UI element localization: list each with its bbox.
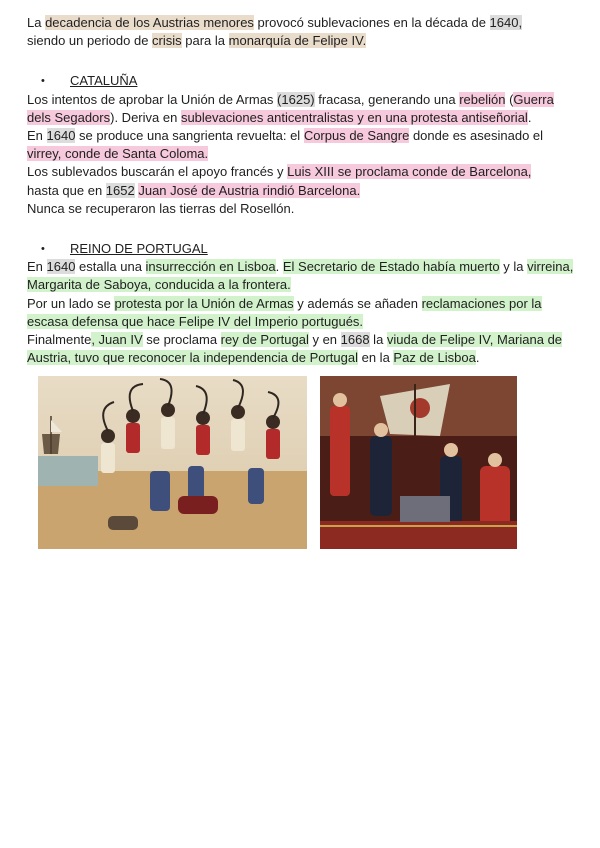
highlight-monarquia: monarquía de Felipe IV.	[228, 33, 367, 49]
highlight-guerra: Guerra dels Segadors	[27, 91, 554, 125]
highlight-reclamaciones: reclamaciones por la escasa defensa que hace Felipe IV del Imperio portugués.	[27, 295, 542, 329]
portugal-paragraph: En 1640 estalla una insurrección en Lisboa. El Secretario de Estado había muerto y la virreina, Margarita de Saboya, conducida a la frontera. Por un lado se protesta por la Unión de Armas y además se añaden reclamaciones por la escasa defensa que hace Felipe IV del Imperio portugués. Finalmente, Juan IV se proclama rey de Portugal y en 1668 la viuda de Felipe IV, Mariana de Austria, tuvo que reconocer la independencia de Portugal en la Paz de Lisboa.	[27, 259, 574, 366]
juan-iv-proclamation-painting	[320, 376, 517, 549]
highlight-insurreccion: insurrección en Lisboa	[145, 259, 276, 275]
highlight-corpus: Corpus de Sangre	[303, 128, 410, 144]
highlight-paz: Paz de Lisboa	[393, 350, 476, 366]
illustrations	[38, 376, 518, 550]
cataluna-paragraph: Los intentos de aprobar la Unión de Armas (1625) fracasa, generando una rebelión (Guerra dels Segadors). Deriva en sublevaciones anticentralistas y en una protesta antiseñorial. En 1640 se produce una sangrienta revuelta: el Corpus de Sangre donde es asesinado el virrey, conde de Santa Coloma. Los sublevados buscarán el apoyo francés y Luis XIII se proclama conde de Barcelona, hasta que en 1652 Juan José de Austria rindió Barcelona. Nunca se recuperaron las tierras del Rosellón.	[27, 91, 554, 216]
highlight-viuda: viuda de Felipe IV, Mariana de Austria, tuvo que reconocer la independencia de Portugal	[27, 332, 563, 366]
corpus-de-sangre-painting	[38, 376, 307, 549]
proclamation-illustration	[320, 376, 517, 549]
highlight-decadencia: decadencia de los Austrias menores	[45, 15, 254, 30]
highlight-sublevaciones: sublevaciones anticentralistas y en una protesta antiseñorial	[180, 109, 528, 125]
section-heading-portugal	[27, 240, 575, 258]
highlight-year: 1668	[340, 332, 370, 348]
highlight-juaniv: , Juan IV	[91, 332, 143, 348]
document-page	[27, 14, 575, 367]
highlight-rebelion: rebelión	[459, 91, 506, 107]
highlight-rey: rey de Portugal	[220, 332, 309, 348]
section-heading-cataluna	[27, 72, 575, 90]
highlight-virrey: virrey, conde de Santa Coloma.	[27, 146, 209, 162]
highlight-year: (1625)	[277, 91, 315, 107]
intro-paragraph: La decadencia de los Austrias menores provocó sublevaciones en la década de 1640, siendo un periodo de crisis para la monarquía de Felipe IV.	[27, 15, 523, 49]
highlight-year: 1640,	[489, 15, 523, 30]
section-title: REINO DE PORTUGAL	[70, 241, 208, 257]
highlight-virreina: virreina, Margarita de Saboya, conducida a la frontera.	[27, 259, 574, 293]
bullet-icon: •	[41, 243, 45, 256]
section-title: CATALUÑA	[70, 73, 138, 89]
highlight-luis: Luis XIII se proclama conde de Barcelona,	[287, 164, 532, 180]
highlight-year: 1652	[105, 182, 135, 198]
segadors-illustration	[38, 376, 307, 549]
bullet-icon: •	[41, 75, 45, 88]
highlight-secretario: El Secretario de Estado había muerto	[282, 259, 500, 275]
highlight-year: 1640	[46, 259, 76, 275]
highlight-protesta: protesta por la Unión de Armas	[114, 295, 294, 311]
highlight-crisis: crisis	[152, 33, 182, 49]
highlight-juanjose: Juan José de Austria rindió Barcelona.	[138, 182, 361, 198]
highlight-year: 1640	[46, 128, 76, 144]
